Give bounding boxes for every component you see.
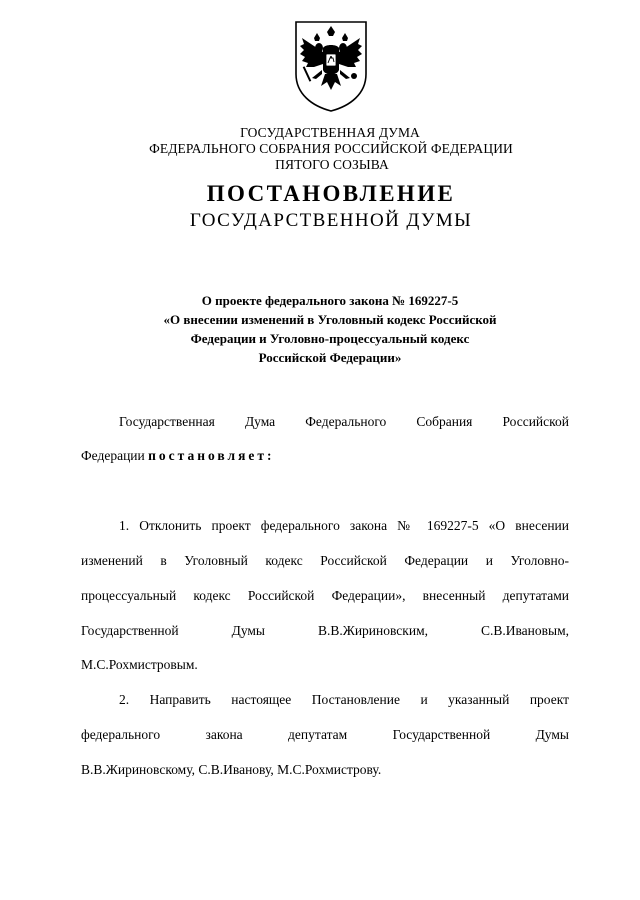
subject-line-1: О проекте федерального закона № 169227-5 [201, 293, 459, 308]
clause-1-line-5: М.С.Рохмистровым. [81, 657, 198, 672]
clause-1-line-3: процессуальный кодекс Российской Федерации», внесенный депутатами [81, 588, 569, 603]
document-title: ПОСТАНОВЛЕНИЕ [206, 181, 456, 206]
header-line-convocation: ПЯТОГО СОЗЫВА [275, 157, 389, 172]
subject-line-2: «О внесении изменений в Уголовный кодекс Российской [163, 312, 497, 327]
coat-of-arms-icon [292, 18, 370, 114]
header-line-duma: ГОСУДАРСТВЕННАЯ ДУМА [240, 125, 420, 140]
decision-verb: постановляет: [148, 448, 275, 463]
preamble-text: Федерации [81, 448, 149, 463]
clause-1-line-1: 1. Отклонить проект федерального закона № 169227-5 «О внесении [119, 518, 569, 533]
preamble-line-1: Государственная Дума Федерального Собрания Российской [119, 414, 569, 429]
resolution-subject [0, 291, 640, 367]
issuer-header [0, 125, 640, 173]
clause-2-line-3: В.В.Жириновскому, С.В.Иванову, М.С.Рохмистрову. [81, 762, 382, 777]
document-subtitle: ГОСУДАРСТВЕННОЙ ДУМЫ [189, 210, 473, 231]
clause-1-line-4: Государственной Думы В.В.Жириновским, С.В.Ивановым, [81, 623, 569, 638]
preamble-line-2 [81, 447, 275, 465]
clause-1-line-2: изменений в Уголовный кодекс Российской Федерации и Уголовно- [81, 553, 569, 568]
clause-2-line-1: 2. Направить настоящее Постановление и указанный проект [119, 692, 569, 707]
clause-2-line-2: федерального закона депутатам Государственной Думы [81, 727, 569, 742]
subject-line-4: Российской Федерации» [258, 350, 402, 365]
subject-line-3: Федерации и Уголовно-процессуальный кодекс [190, 331, 470, 346]
header-line-federal-assembly: ФЕДЕРАЛЬНОГО СОБРАНИЯ РОССИЙСКОЙ ФЕДЕРАЦИИ [149, 141, 513, 156]
